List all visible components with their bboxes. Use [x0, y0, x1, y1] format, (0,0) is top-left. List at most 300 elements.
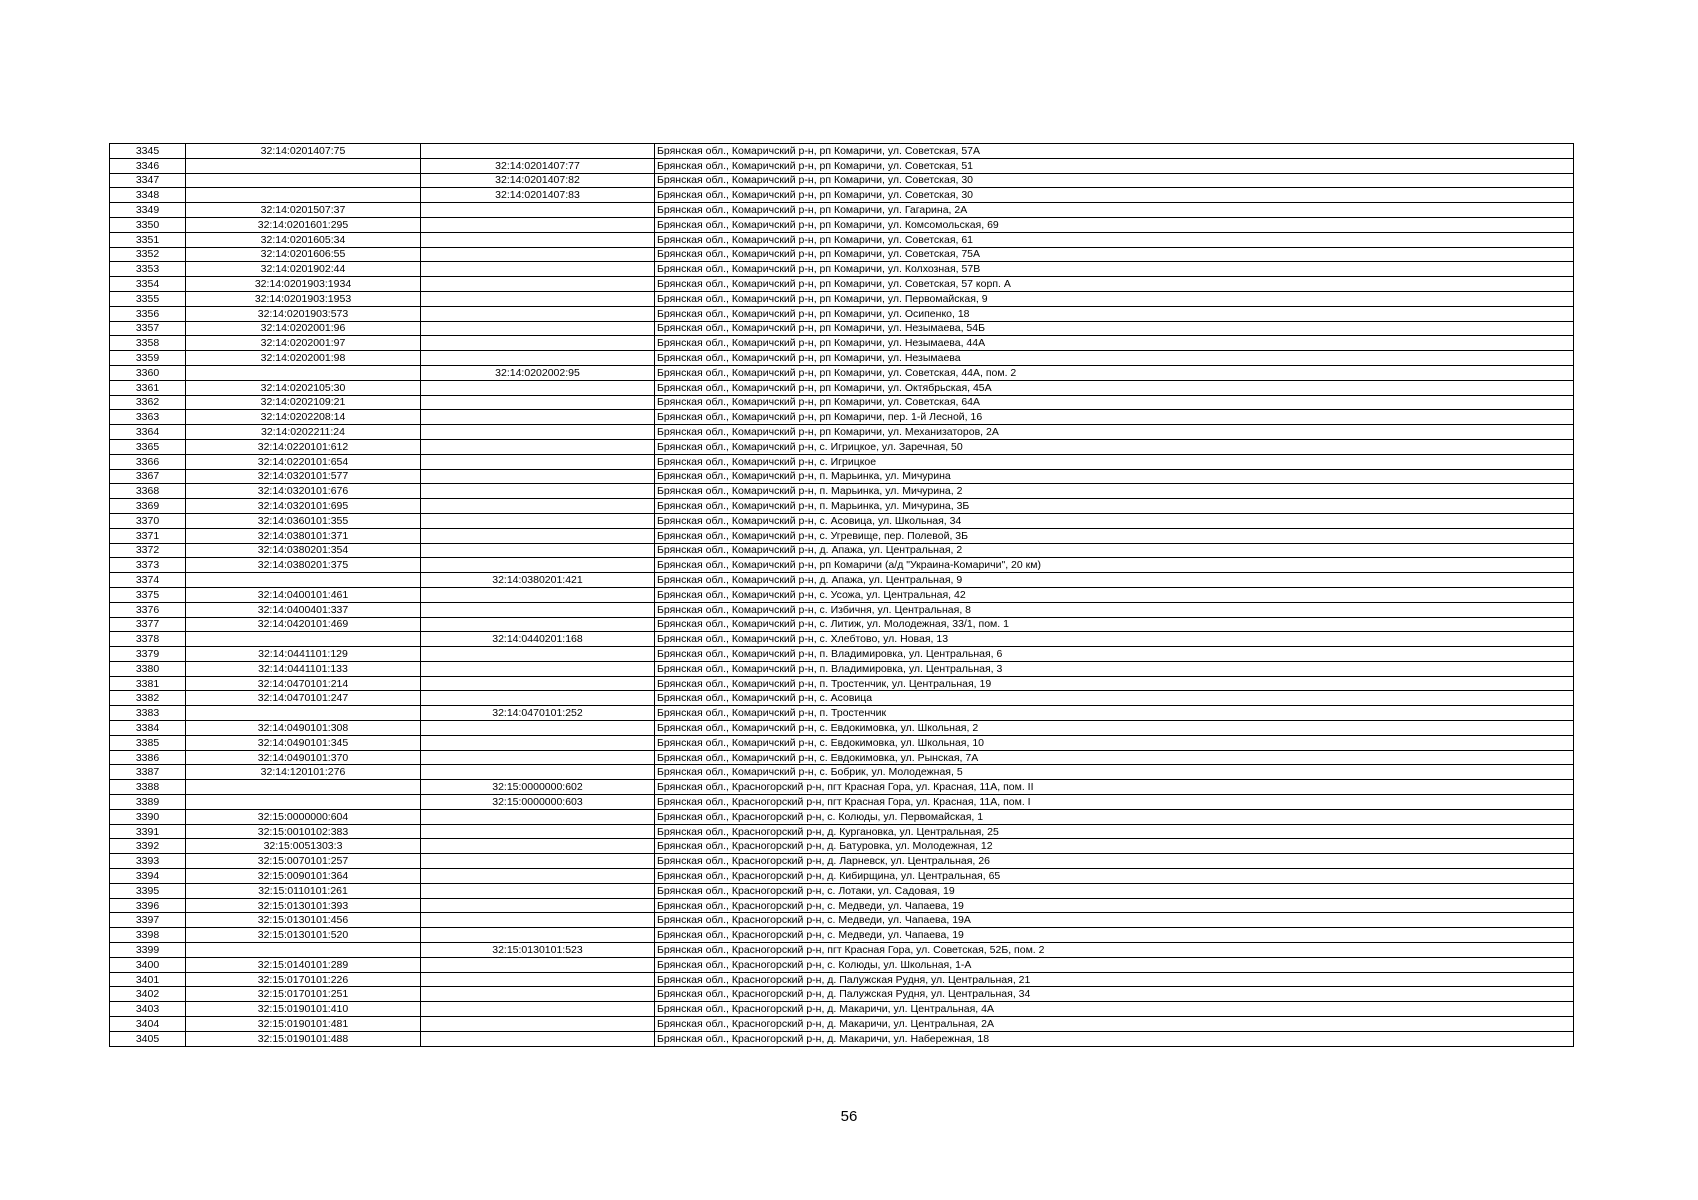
row-number-cell: 3371 — [110, 528, 186, 543]
premises-cadastral-number-cell: 32:14:0202002:95 — [421, 365, 655, 380]
premises-cadastral-number-cell — [421, 203, 655, 218]
premises-cadastral-number-cell — [421, 617, 655, 632]
row-number-cell: 3354 — [110, 277, 186, 292]
address-cell: Брянская обл., Комаричский р-н, рп Комаричи, ул. Комсомольская, 69 — [655, 217, 1574, 232]
premises-cadastral-number-cell — [421, 380, 655, 395]
address-cell: Брянская обл., Красногорский р-н, д. Батуровка, ул. Молодежная, 12 — [655, 839, 1574, 854]
address-cell: Брянская обл., Комаричский р-н, с. Избичня, ул. Центральная, 8 — [655, 602, 1574, 617]
address-cell: Брянская обл., Комаричский р-н, рп Комаричи, ул. Советская, 75А — [655, 247, 1574, 262]
row-number-cell: 3351 — [110, 232, 186, 247]
table-row — [110, 573, 1574, 588]
row-number-cell: 3404 — [110, 1017, 186, 1032]
table-row — [110, 883, 1574, 898]
row-number-cell: 3395 — [110, 883, 186, 898]
row-number-cell: 3368 — [110, 484, 186, 499]
cadastral-number-cell: 32:15:0130101:393 — [186, 898, 421, 913]
row-number-cell: 3386 — [110, 750, 186, 765]
premises-cadastral-number-cell — [421, 765, 655, 780]
premises-cadastral-number-cell — [421, 750, 655, 765]
address-cell: Брянская обл., Красногорский р-н, с. Лотаки, ул. Садовая, 19 — [655, 883, 1574, 898]
row-number-cell: 3394 — [110, 869, 186, 884]
premises-cadastral-number-cell — [421, 587, 655, 602]
row-number-cell: 3367 — [110, 469, 186, 484]
cadastral-number-cell: 32:14:0201903:573 — [186, 306, 421, 321]
table-row — [110, 602, 1574, 617]
premises-cadastral-number-cell: 32:14:0380201:421 — [421, 573, 655, 588]
row-number-cell: 3360 — [110, 365, 186, 380]
cadastral-number-cell: 32:14:0360101:355 — [186, 513, 421, 528]
premises-cadastral-number-cell — [421, 469, 655, 484]
cadastral-number-cell: 32:14:0380201:354 — [186, 543, 421, 558]
address-cell: Брянская обл., Красногорский р-н, с. Медведи, ул. Чапаева, 19 — [655, 928, 1574, 943]
table-row — [110, 957, 1574, 972]
table-row — [110, 1031, 1574, 1046]
premises-cadastral-number-cell — [421, 232, 655, 247]
cadastral-number-cell: 32:15:0190101:410 — [186, 1002, 421, 1017]
address-cell: Брянская обл., Комаричский р-н, рп Комаричи, ул. Колхозная, 57В — [655, 262, 1574, 277]
cadastral-number-cell: 32:14:0202001:97 — [186, 336, 421, 351]
table-row — [110, 144, 1574, 159]
address-cell: Брянская обл., Комаричский р-н, п. Тростенчик, ул. Центральная, 19 — [655, 676, 1574, 691]
row-number-cell: 3372 — [110, 543, 186, 558]
table-row — [110, 158, 1574, 173]
premises-cadastral-number-cell — [421, 676, 655, 691]
row-number-cell: 3363 — [110, 410, 186, 425]
cadastral-number-cell: 32:14:0201606:55 — [186, 247, 421, 262]
premises-cadastral-number-cell — [421, 928, 655, 943]
table-row — [110, 943, 1574, 958]
table-row — [110, 558, 1574, 573]
cadastral-number-cell: 32:14:0201903:1953 — [186, 291, 421, 306]
row-number-cell: 3364 — [110, 425, 186, 440]
premises-cadastral-number-cell — [421, 395, 655, 410]
cadastral-number-cell — [186, 943, 421, 958]
cadastral-number-cell: 32:14:0490101:345 — [186, 735, 421, 750]
premises-cadastral-number-cell — [421, 247, 655, 262]
table-row — [110, 735, 1574, 750]
cadastral-number-cell: 32:15:0090101:364 — [186, 869, 421, 884]
address-cell: Брянская обл., Комаричский р-н, с. Литиж, ул. Молодежная, 33/1, пом. 1 — [655, 617, 1574, 632]
address-cell: Брянская обл., Комаричский р-н, п. Владимировка, ул. Центральная, 3 — [655, 661, 1574, 676]
address-cell: Брянская обл., Красногорский р-н, пгт Красная Гора, ул. Красная, 11А, пом. II — [655, 780, 1574, 795]
row-number-cell: 3365 — [110, 439, 186, 454]
cadastral-number-cell — [186, 632, 421, 647]
premises-cadastral-number-cell — [421, 528, 655, 543]
row-number-cell: 3356 — [110, 306, 186, 321]
table-row — [110, 513, 1574, 528]
cadastral-number-cell: 32:15:0140101:289 — [186, 957, 421, 972]
row-number-cell: 3400 — [110, 957, 186, 972]
address-cell: Брянская обл., Комаричский р-н, рп Комаричи (а/д "Украина-Комаричи", 20 км) — [655, 558, 1574, 573]
row-number-cell: 3393 — [110, 854, 186, 869]
address-cell: Брянская обл., Красногорский р-н, пгт Красная Гора, ул. Советская, 52Б, пом. 2 — [655, 943, 1574, 958]
registry-table-body — [110, 144, 1574, 1047]
table-row — [110, 824, 1574, 839]
row-number-cell: 3358 — [110, 336, 186, 351]
cadastral-number-cell: 32:14:0202109:21 — [186, 395, 421, 410]
table-row — [110, 380, 1574, 395]
table-row — [110, 809, 1574, 824]
table-row — [110, 913, 1574, 928]
address-cell: Брянская обл., Комаричский р-н, рп Комаричи, пер. 1-й Лесной, 16 — [655, 410, 1574, 425]
premises-cadastral-number-cell — [421, 484, 655, 499]
row-number-cell: 3348 — [110, 188, 186, 203]
premises-cadastral-number-cell — [421, 883, 655, 898]
table-row — [110, 439, 1574, 454]
cadastral-number-cell: 32:14:0201601:295 — [186, 217, 421, 232]
table-row — [110, 499, 1574, 514]
premises-cadastral-number-cell — [421, 306, 655, 321]
cadastral-number-cell — [186, 188, 421, 203]
cadastral-number-cell — [186, 365, 421, 380]
address-cell: Брянская обл., Комаричский р-н, рп Комаричи, ул. Советская, 61 — [655, 232, 1574, 247]
address-cell: Брянская обл., Красногорский р-н, д. Ларневск, ул. Центральная, 26 — [655, 854, 1574, 869]
cadastral-number-cell: 32:15:0190101:481 — [186, 1017, 421, 1032]
address-cell: Брянская обл., Комаричский р-н, п. Марьинка, ул. Мичурина, 3Б — [655, 499, 1574, 514]
cadastral-number-cell: 32:14:0400101:461 — [186, 587, 421, 602]
row-number-cell: 3385 — [110, 735, 186, 750]
row-number-cell: 3397 — [110, 913, 186, 928]
address-cell: Брянская обл., Комаричский р-н, рп Комаричи, ул. Первомайская, 9 — [655, 291, 1574, 306]
table-row — [110, 262, 1574, 277]
table-row — [110, 765, 1574, 780]
cadastral-number-cell: 32:14:0490101:370 — [186, 750, 421, 765]
address-cell: Брянская обл., Комаричский р-н, д. Апажа, ул. Центральная, 9 — [655, 573, 1574, 588]
table-row — [110, 365, 1574, 380]
premises-cadastral-number-cell — [421, 262, 655, 277]
cadastral-number-cell: 32:15:0130101:520 — [186, 928, 421, 943]
row-number-cell: 3378 — [110, 632, 186, 647]
premises-cadastral-number-cell: 32:15:0130101:523 — [421, 943, 655, 958]
cadastral-number-cell: 32:15:0170101:251 — [186, 987, 421, 1002]
address-cell: Брянская обл., Комаричский р-н, рп Комаричи, ул. Советская, 57 корп. А — [655, 277, 1574, 292]
premises-cadastral-number-cell — [421, 824, 655, 839]
cadastral-number-cell: 32:14:0202211:24 — [186, 425, 421, 440]
address-cell: Брянская обл., Комаричский р-н, с. Асовица, ул. Школьная, 34 — [655, 513, 1574, 528]
row-number-cell: 3373 — [110, 558, 186, 573]
premises-cadastral-number-cell — [421, 410, 655, 425]
row-number-cell: 3350 — [110, 217, 186, 232]
row-number-cell: 3403 — [110, 1002, 186, 1017]
row-number-cell: 3387 — [110, 765, 186, 780]
address-cell: Брянская обл., Красногорский р-н, с. Медведи, ул. Чапаева, 19 — [655, 898, 1574, 913]
table-row — [110, 351, 1574, 366]
cadastral-number-cell: 32:15:0051303:3 — [186, 839, 421, 854]
address-cell: Брянская обл., Комаричский р-н, д. Апажа, ул. Центральная, 2 — [655, 543, 1574, 558]
premises-cadastral-number-cell — [421, 647, 655, 662]
row-number-cell: 3346 — [110, 158, 186, 173]
table-row — [110, 706, 1574, 721]
address-cell: Брянская обл., Комаричский р-н, рп Комаричи, ул. Советская, 44А, пом. 2 — [655, 365, 1574, 380]
cadastral-number-cell: 32:15:0010102:383 — [186, 824, 421, 839]
row-number-cell: 3388 — [110, 780, 186, 795]
cadastral-number-cell: 32:15:0110101:261 — [186, 883, 421, 898]
row-number-cell: 3380 — [110, 661, 186, 676]
table-row — [110, 173, 1574, 188]
table-row — [110, 425, 1574, 440]
address-cell: Брянская обл., Комаричский р-н, п. Марьинка, ул. Мичурина — [655, 469, 1574, 484]
address-cell: Брянская обл., Комаричский р-н, с. Угревище, пер. Полевой, 3Б — [655, 528, 1574, 543]
cadastral-number-cell: 32:14:0470101:214 — [186, 676, 421, 691]
table-row — [110, 336, 1574, 351]
table-row — [110, 898, 1574, 913]
row-number-cell: 3366 — [110, 454, 186, 469]
table-row — [110, 750, 1574, 765]
cadastral-number-cell: 32:14:0400401:337 — [186, 602, 421, 617]
premises-cadastral-number-cell — [421, 351, 655, 366]
premises-cadastral-number-cell — [421, 987, 655, 1002]
address-cell: Брянская обл., Комаричский р-н, п. Марьинка, ул. Мичурина, 2 — [655, 484, 1574, 499]
premises-cadastral-number-cell — [421, 869, 655, 884]
address-cell: Брянская обл., Комаричский р-н, с. Евдокимовка, ул. Школьная, 2 — [655, 721, 1574, 736]
premises-cadastral-number-cell — [421, 809, 655, 824]
table-row — [110, 395, 1574, 410]
cadastral-number-cell: 32:14:0202001:96 — [186, 321, 421, 336]
cadastral-number-cell: 32:15:0070101:257 — [186, 854, 421, 869]
property-registry-table — [109, 143, 1574, 1047]
table-row — [110, 632, 1574, 647]
row-number-cell: 3396 — [110, 898, 186, 913]
premises-cadastral-number-cell — [421, 735, 655, 750]
premises-cadastral-number-cell — [421, 661, 655, 676]
address-cell: Брянская обл., Комаричский р-н, рп Комаричи, ул. Гагарина, 2А — [655, 203, 1574, 218]
page-number: 56 — [840, 1108, 858, 1125]
table-row — [110, 291, 1574, 306]
address-cell: Брянская обл., Комаричский р-н, рп Комаричи, ул. Незымаева — [655, 351, 1574, 366]
premises-cadastral-number-cell — [421, 439, 655, 454]
address-cell: Брянская обл., Комаричский р-н, рп Комаричи, ул. Советская, 64А — [655, 395, 1574, 410]
row-number-cell: 3362 — [110, 395, 186, 410]
premises-cadastral-number-cell: 32:14:0201407:77 — [421, 158, 655, 173]
cadastral-number-cell — [186, 158, 421, 173]
row-number-cell: 3405 — [110, 1031, 186, 1046]
cadastral-number-cell: 32:15:0190101:488 — [186, 1031, 421, 1046]
table-row — [110, 528, 1574, 543]
table-row — [110, 277, 1574, 292]
premises-cadastral-number-cell: 32:14:0201407:83 — [421, 188, 655, 203]
cadastral-number-cell: 32:14:0220101:654 — [186, 454, 421, 469]
address-cell: Брянская обл., Комаричский р-н, рп Комаричи, ул. Советская, 30 — [655, 188, 1574, 203]
table-row — [110, 321, 1574, 336]
address-cell: Брянская обл., Красногорский р-н, д. Макаричи, ул. Центральная, 2А — [655, 1017, 1574, 1032]
cadastral-number-cell: 32:14:0202001:98 — [186, 351, 421, 366]
address-cell: Брянская обл., Комаричский р-н, п. Владимировка, ул. Центральная, 6 — [655, 647, 1574, 662]
table-row — [110, 987, 1574, 1002]
cadastral-number-cell — [186, 795, 421, 810]
premises-cadastral-number-cell — [421, 1017, 655, 1032]
address-cell: Брянская обл., Комаричский р-н, рп Комаричи, ул. Октябрьская, 45А — [655, 380, 1574, 395]
row-number-cell: 3398 — [110, 928, 186, 943]
address-cell: Брянская обл., Красногорский р-н, д. Кургановка, ул. Центральная, 25 — [655, 824, 1574, 839]
premises-cadastral-number-cell — [421, 454, 655, 469]
row-number-cell: 3384 — [110, 721, 186, 736]
cadastral-number-cell — [186, 573, 421, 588]
premises-cadastral-number-cell — [421, 425, 655, 440]
premises-cadastral-number-cell — [421, 1031, 655, 1046]
table-row — [110, 1017, 1574, 1032]
table-row — [110, 454, 1574, 469]
premises-cadastral-number-cell — [421, 1002, 655, 1017]
table-row — [110, 247, 1574, 262]
table-row — [110, 469, 1574, 484]
cadastral-number-cell: 32:14:0201903:1934 — [186, 277, 421, 292]
address-cell: Брянская обл., Комаричский р-н, с. Хлебтово, ул. Новая, 13 — [655, 632, 1574, 647]
table-row — [110, 543, 1574, 558]
address-cell: Брянская обл., Комаричский р-н, п. Тростенчик — [655, 706, 1574, 721]
premises-cadastral-number-cell — [421, 321, 655, 336]
address-cell: Брянская обл., Красногорский р-н, д. Макаричи, ул. Набережная, 18 — [655, 1031, 1574, 1046]
cadastral-number-cell: 32:14:120101:276 — [186, 765, 421, 780]
table-row — [110, 587, 1574, 602]
premises-cadastral-number-cell — [421, 217, 655, 232]
row-number-cell: 3391 — [110, 824, 186, 839]
table-row — [110, 928, 1574, 943]
premises-cadastral-number-cell — [421, 957, 655, 972]
row-number-cell: 3369 — [110, 499, 186, 514]
table-row — [110, 780, 1574, 795]
row-number-cell: 3399 — [110, 943, 186, 958]
address-cell: Брянская обл., Комаричский р-н, с. Усожа, ул. Центральная, 42 — [655, 587, 1574, 602]
premises-cadastral-number-cell — [421, 721, 655, 736]
address-cell: Брянская обл., Комаричский р-н, с. Бобрик, ул. Молодежная, 5 — [655, 765, 1574, 780]
table-row — [110, 306, 1574, 321]
row-number-cell: 3349 — [110, 203, 186, 218]
table-row — [110, 869, 1574, 884]
row-number-cell: 3359 — [110, 351, 186, 366]
table-row — [110, 676, 1574, 691]
cadastral-number-cell: 32:15:0130101:456 — [186, 913, 421, 928]
premises-cadastral-number-cell — [421, 291, 655, 306]
cadastral-number-cell — [186, 780, 421, 795]
row-number-cell: 3382 — [110, 691, 186, 706]
premises-cadastral-number-cell — [421, 144, 655, 159]
table-row — [110, 217, 1574, 232]
row-number-cell: 3377 — [110, 617, 186, 632]
address-cell: Брянская обл., Комаричский р-н, с. Асовица — [655, 691, 1574, 706]
table-row — [110, 647, 1574, 662]
address-cell: Брянская обл., Комаричский р-н, с. Евдокимовка, ул. Рынская, 7А — [655, 750, 1574, 765]
cadastral-number-cell: 32:15:0170101:226 — [186, 972, 421, 987]
premises-cadastral-number-cell: 32:15:0000000:603 — [421, 795, 655, 810]
premises-cadastral-number-cell — [421, 513, 655, 528]
row-number-cell: 3374 — [110, 573, 186, 588]
address-cell: Брянская обл., Комаричский р-н, рп Комаричи, ул. Советская, 51 — [655, 158, 1574, 173]
table-row — [110, 232, 1574, 247]
premises-cadastral-number-cell — [421, 972, 655, 987]
cadastral-number-cell — [186, 173, 421, 188]
cadastral-number-cell: 32:14:0441101:129 — [186, 647, 421, 662]
row-number-cell: 3345 — [110, 144, 186, 159]
row-number-cell: 3357 — [110, 321, 186, 336]
table-row — [110, 661, 1574, 676]
cadastral-number-cell: 32:14:0220101:612 — [186, 439, 421, 454]
table-row — [110, 795, 1574, 810]
premises-cadastral-number-cell — [421, 543, 655, 558]
row-number-cell: 3379 — [110, 647, 186, 662]
address-cell: Брянская обл., Комаричский р-н, с. Евдокимовка, ул. Школьная, 10 — [655, 735, 1574, 750]
premises-cadastral-number-cell: 32:14:0470101:252 — [421, 706, 655, 721]
premises-cadastral-number-cell — [421, 499, 655, 514]
premises-cadastral-number-cell: 32:14:0440201:168 — [421, 632, 655, 647]
row-number-cell: 3370 — [110, 513, 186, 528]
address-cell: Брянская обл., Красногорский р-н, с. Колюды, ул. Первомайская, 1 — [655, 809, 1574, 824]
row-number-cell: 3381 — [110, 676, 186, 691]
row-number-cell: 3347 — [110, 173, 186, 188]
premises-cadastral-number-cell — [421, 602, 655, 617]
table-row — [110, 972, 1574, 987]
table-row — [110, 617, 1574, 632]
table-row — [110, 1002, 1574, 1017]
table-row — [110, 854, 1574, 869]
table-row — [110, 188, 1574, 203]
cadastral-number-cell: 32:15:0000000:604 — [186, 809, 421, 824]
address-cell: Брянская обл., Красногорский р-н, с. Медведи, ул. Чапаева, 19А — [655, 913, 1574, 928]
address-cell: Брянская обл., Комаричский р-н, рп Комаричи, ул. Советская, 57А — [655, 144, 1574, 159]
table-row — [110, 410, 1574, 425]
row-number-cell: 3355 — [110, 291, 186, 306]
address-cell: Брянская обл., Комаричский р-н, рп Комаричи, ул. Советская, 30 — [655, 173, 1574, 188]
cadastral-number-cell: 32:14:0320101:676 — [186, 484, 421, 499]
address-cell: Брянская обл., Красногорский р-н, д. Палужская Рудня, ул. Центральная, 21 — [655, 972, 1574, 987]
premises-cadastral-number-cell: 32:15:0000000:602 — [421, 780, 655, 795]
cadastral-number-cell: 32:14:0201605:34 — [186, 232, 421, 247]
cadastral-number-cell: 32:14:0320101:695 — [186, 499, 421, 514]
row-number-cell: 3352 — [110, 247, 186, 262]
cadastral-number-cell: 32:14:0320101:577 — [186, 469, 421, 484]
row-number-cell: 3375 — [110, 587, 186, 602]
cadastral-number-cell: 32:14:0380201:375 — [186, 558, 421, 573]
address-cell: Брянская обл., Комаричский р-н, с. Игрицкое — [655, 454, 1574, 469]
premises-cadastral-number-cell — [421, 558, 655, 573]
address-cell: Брянская обл., Красногорский р-н, пгт Красная Гора, ул. Красная, 11А, пом. I — [655, 795, 1574, 810]
row-number-cell: 3383 — [110, 706, 186, 721]
cadastral-number-cell: 32:14:0201507:37 — [186, 203, 421, 218]
address-cell: Брянская обл., Красногорский р-н, д. Макаричи, ул. Центральная, 4А — [655, 1002, 1574, 1017]
premises-cadastral-number-cell — [421, 854, 655, 869]
address-cell: Брянская обл., Комаричский р-н, рп Комаричи, ул. Незымаева, 54Б — [655, 321, 1574, 336]
address-cell: Брянская обл., Комаричский р-н, рп Комаричи, ул. Незымаева, 44А — [655, 336, 1574, 351]
premises-cadastral-number-cell — [421, 839, 655, 854]
cadastral-number-cell: 32:14:0380101:371 — [186, 528, 421, 543]
table-row — [110, 839, 1574, 854]
cadastral-number-cell: 32:14:0202105:30 — [186, 380, 421, 395]
cadastral-number-cell: 32:14:0201407:75 — [186, 144, 421, 159]
cadastral-number-cell — [186, 706, 421, 721]
cadastral-number-cell: 32:14:0202208:14 — [186, 410, 421, 425]
cadastral-number-cell: 32:14:0420101:469 — [186, 617, 421, 632]
row-number-cell: 3389 — [110, 795, 186, 810]
premises-cadastral-number-cell — [421, 913, 655, 928]
premises-cadastral-number-cell — [421, 691, 655, 706]
address-cell: Брянская обл., Красногорский р-н, д. Кибирщина, ул. Центральная, 65 — [655, 869, 1574, 884]
address-cell: Брянская обл., Комаричский р-н, рп Комаричи, ул. Механизаторов, 2А — [655, 425, 1574, 440]
premises-cadastral-number-cell — [421, 336, 655, 351]
cadastral-number-cell: 32:14:0490101:308 — [186, 721, 421, 736]
row-number-cell: 3376 — [110, 602, 186, 617]
premises-cadastral-number-cell — [421, 898, 655, 913]
row-number-cell: 3392 — [110, 839, 186, 854]
row-number-cell: 3402 — [110, 987, 186, 1002]
cadastral-number-cell: 32:14:0441101:133 — [186, 661, 421, 676]
address-cell: Брянская обл., Комаричский р-н, рп Комаричи, ул. Осипенко, 18 — [655, 306, 1574, 321]
table-row — [110, 203, 1574, 218]
row-number-cell: 3401 — [110, 972, 186, 987]
premises-cadastral-number-cell — [421, 277, 655, 292]
table-row — [110, 484, 1574, 499]
address-cell: Брянская обл., Красногорский р-н, д. Палужская Рудня, ул. Центральная, 34 — [655, 987, 1574, 1002]
row-number-cell: 3390 — [110, 809, 186, 824]
address-cell: Брянская обл., Комаричский р-н, с. Игрицкое, ул. Заречная, 50 — [655, 439, 1574, 454]
